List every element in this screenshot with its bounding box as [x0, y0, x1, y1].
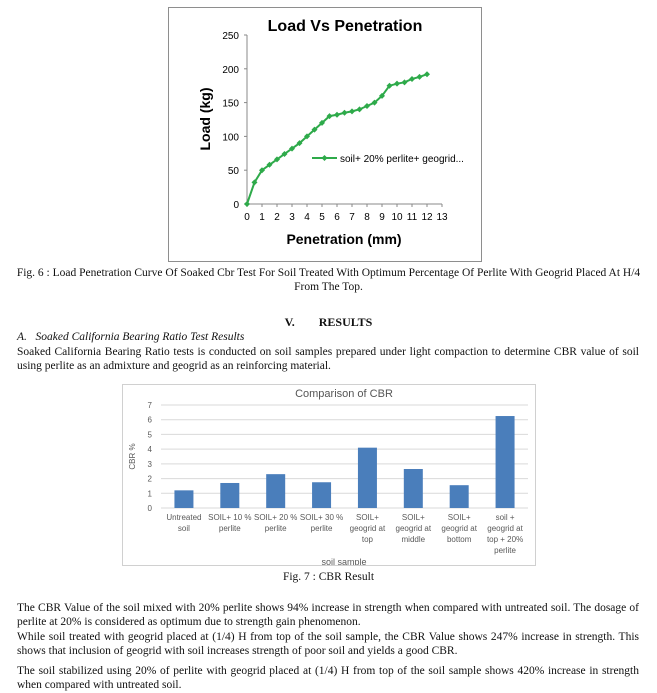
- chart-title: Load Vs Penetration: [267, 18, 423, 35]
- cbr-bar: [496, 416, 515, 508]
- data-point-marker: [364, 103, 370, 109]
- data-point-marker: [244, 201, 250, 207]
- data-point-marker: [349, 108, 355, 114]
- category-label: SOIL+: [447, 513, 471, 522]
- category-label: Untreated: [166, 513, 202, 522]
- cbr-bar: [404, 469, 423, 508]
- y-tick-label: 200: [222, 64, 239, 76]
- category-label: SOIL+: [355, 513, 379, 522]
- x-tick-label: 7: [349, 212, 355, 223]
- x-tick-label: 6: [334, 212, 340, 223]
- category-label: top + 20%: [486, 535, 524, 544]
- category-label: perlite: [494, 546, 516, 555]
- data-point-marker: [342, 110, 348, 116]
- intro-paragraph: Soaked California Bearing Ratio tests is conducted on soil samples prepared under light compaction to determine CBR value of soil using perlite as an admixture and geogrid as an reinforcing material.: [17, 346, 639, 372]
- cbr-bar: [312, 482, 331, 508]
- y-tick-label: 1: [147, 489, 152, 499]
- cbr-bar: [174, 490, 193, 508]
- cbr-bar: [450, 485, 469, 508]
- x-tick-label: 2: [274, 212, 280, 223]
- category-label: SOIL+ 30 %: [299, 513, 344, 522]
- x-tick-label: 4: [304, 212, 310, 223]
- category-label: bottom: [446, 535, 472, 544]
- chart-title: Comparison of CBR: [295, 388, 393, 400]
- legend-marker: [322, 155, 328, 161]
- category-label: perlite: [264, 524, 287, 533]
- category-label: geogrid at: [349, 524, 386, 533]
- category-label: middle: [401, 535, 426, 544]
- y-tick-label: 50: [227, 166, 239, 178]
- y-tick-label: 3: [147, 459, 152, 469]
- load-penetration-chart-svg: [169, 8, 481, 261]
- legend-label: soil+ 20% perlite+ geogrid...: [340, 154, 464, 165]
- x-tick-label: 12: [421, 212, 433, 223]
- fig7-caption: Fig. 7 : CBR Result: [282, 571, 375, 583]
- series-line: [247, 74, 427, 204]
- load-penetration-chart: [168, 7, 482, 262]
- cbr-bar: [220, 483, 239, 508]
- category-label: top: [361, 535, 373, 544]
- y-tick-label: 6: [147, 415, 152, 425]
- y-tick-label: 0: [147, 504, 152, 513]
- x-tick-label: 9: [379, 212, 385, 223]
- result-paragraph-2: While soil treated with geogrid placed at (1/4) H from top of the soil sample, the CBR Value shows 247% increase in strength. This shows that inclusion of geogrid with soil increases strength of poor soil and yields a good CBR.: [17, 631, 639, 657]
- y-tick-label: 0: [233, 200, 239, 211]
- category-label: geogrid at: [441, 524, 477, 533]
- y-tick-label: 4: [147, 445, 152, 455]
- x-tick-label: 5: [319, 212, 325, 223]
- y-tick-label: 2: [147, 474, 152, 484]
- category-label: perlite: [310, 524, 333, 533]
- category-label: geogrid at: [395, 524, 432, 533]
- fig6-caption: Fig. 6 : Load Penetration Curve Of Soaked Cbr Test For Soil Treated With Optimum Percentage Of Perlite With Geogrid Placed At H/4 From The Top.: [16, 267, 641, 293]
- y-axis-title: CBR %: [128, 443, 137, 470]
- subsection-heading: A. Soaked California Bearing Ratio Test Results: [17, 331, 245, 343]
- y-tick-label: 250: [222, 31, 239, 42]
- y-tick-label: 150: [222, 98, 239, 110]
- x-tick-label: 13: [436, 212, 448, 223]
- cbr-bar: [266, 474, 285, 508]
- category-label: soil: [177, 524, 190, 533]
- cbr-comparison-chart-svg: [123, 385, 535, 565]
- x-tick-label: 0: [244, 212, 250, 223]
- category-label: SOIL+ 10 %: [208, 513, 252, 522]
- y-tick-label: 5: [147, 430, 152, 440]
- data-point-marker: [409, 76, 415, 82]
- cbr-bar: [358, 448, 377, 508]
- data-point-marker: [394, 81, 400, 87]
- x-tick-label: 3: [289, 212, 295, 223]
- category-label: perlite: [218, 524, 241, 533]
- y-tick-label: 100: [222, 132, 239, 144]
- data-point-marker: [424, 71, 430, 77]
- x-tick-label: 1: [259, 212, 265, 223]
- result-paragraph-1: The CBR Value of the soil mixed with 20% perlite shows 94% increase in strength when compared with untreated soil. The dosage of perlite at 20% is considered as optimum due to strength gain phenomenon.: [17, 602, 639, 628]
- category-label: soil +: [495, 513, 515, 522]
- x-axis-title: soil sample: [321, 557, 367, 565]
- x-tick-label: 10: [391, 212, 403, 223]
- y-axis-title: Load (kg): [197, 87, 213, 151]
- x-tick-label: 8: [364, 212, 370, 223]
- data-point-marker: [334, 112, 340, 118]
- section-heading: V. RESULTS: [284, 315, 373, 329]
- data-point-marker: [402, 79, 408, 85]
- x-axis-title: Penetration (mm): [286, 231, 402, 247]
- data-point-marker: [417, 74, 423, 80]
- category-label: SOIL+: [401, 513, 425, 522]
- category-label: SOIL+ 20 %: [254, 513, 298, 522]
- result-paragraph-3: The soil stabilized using 20% of perlite with geogrid placed at (1/4) H from top of the soil sample shows 420% increase in strength when compared with untreated soil.: [17, 665, 639, 691]
- category-label: geogrid at: [487, 524, 523, 533]
- data-point-marker: [357, 106, 363, 112]
- cbr-comparison-chart: [122, 384, 536, 566]
- x-tick-label: 11: [406, 212, 418, 223]
- y-tick-label: 7: [147, 401, 152, 410]
